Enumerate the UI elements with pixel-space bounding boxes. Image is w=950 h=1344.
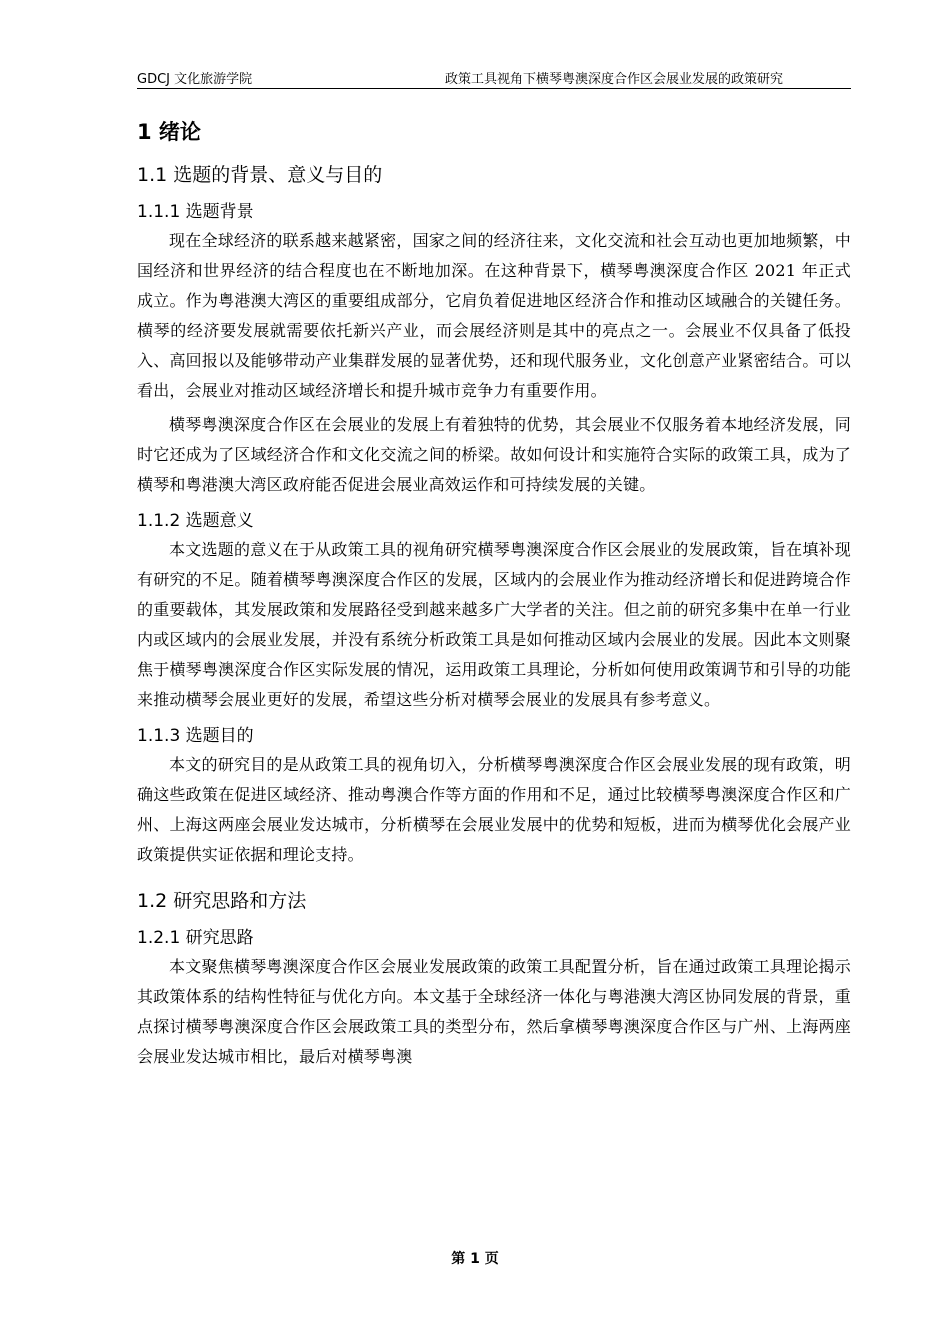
document-body [137, 110, 851, 1072]
heading-1-1-1: 1.1.1 选题背景 [137, 202, 254, 222]
paragraph-research-approach: 本文聚焦横琴粤澳深度合作区会展业发展政策的政策工具配置分析，旨在通过政策工具理论揭示其政策体系的结构性特征与优化方向。本文基于全球经济一体化与粤港澳大湾区协同发展的背景，重点探讨横琴粤澳深度合作区会展政策工具的类型分布，然后拿横琴粤澳深度合作区与广州、上海两座会展业发达城市相比，最后对横琴粤澳 [137, 957, 851, 1066]
header-title: 政策工具视角下横琴粤澳深度合作区会展业发展的政策研究 [444, 72, 783, 87]
heading-chapter-1: 1 绪论 [137, 120, 201, 144]
header-institution: GDCJ 文化旅游学院 [137, 72, 253, 87]
heading-1-1: 1.1 选题的背景、意义与目的 [137, 164, 383, 186]
paragraph-significance: 本文选题的意义在于从政策工具的视角研究横琴粤澳深度合作区会展业的发展政策，旨在填补现有研究的不足。随着横琴粤澳深度合作区的发展，区域内的会展业作为推动经济增长和促进跨境合作的重要载体，其发展政策和发展路径受到越来越多广大学者的关注。但之前的研究多集中在单一行业内或区域内的会展业发展，并没有系统分析政策工具是如何推动区域内会展业的发展。因此本文则聚焦于横琴粤澳深度合作区实际发展的情况，运用政策工具理论，分析如何使用政策调节和引导的功能来推动横琴会展业更好的发展，希望这些分析对横琴会展业的发展具有参考意义。 [137, 540, 851, 709]
heading-1-1-3: 1.1.3 选题目的 [137, 726, 254, 746]
heading-1-1-2: 1.1.2 选题意义 [137, 511, 254, 531]
page-number: 第 1 页 [451, 1251, 499, 1267]
paragraph-purpose: 本文的研究目的是从政策工具的视角切入，分析横琴粤澳深度合作区会展业发展的现有政策，明确这些政策在促进区域经济、推动粤澳合作等方面的作用和不足，通过比较横琴粤澳深度合作区和广州、上海这两座会展业发达城市，分析横琴在会展业发展中的优势和短板，进而为横琴优化会展产业政策提供实证依据和理论支持。 [137, 755, 851, 864]
paragraph-background-2: 横琴粤澳深度合作区在会展业的发展上有着独特的优势，其会展业不仅服务着本地经济发展，同时它还成为了区域经济合作和文化交流之间的桥梁。故如何设计和实施符合实际的政策工具，成为了横琴和粤港澳大湾区政府能否促进会展业高效运作和可持续发展的关键。 [137, 415, 851, 494]
heading-1-2-1: 1.2.1 研究思路 [137, 928, 254, 948]
page-header [137, 66, 851, 89]
paragraph-background-1: 现在全球经济的联系越来越紧密，国家之间的经济往来，文化交流和社会互动也更加地频繁，中国经济和世界经济的结合程度也在不断地加深。在这种背景下，横琴粤澳深度合作区 2021 年正式成立。作为粤港澳大湾区的重要组成部分，它肩负着促进地区经济合作和推动区域融合的关键任务。横琴的经济要发展就需要依托新兴产业，而会展经济则是其中的亮点之一。会展业不仅具备了低投入、高回报以及能够带动产业集群发展的显著优势，还和现代服务业，文化创意产业紧密结合。可以看出，会展业对推动区域经济增长和提升城市竞争力有重要作用。 [137, 231, 851, 400]
heading-1-2: 1.2 研究思路和方法 [137, 890, 307, 912]
